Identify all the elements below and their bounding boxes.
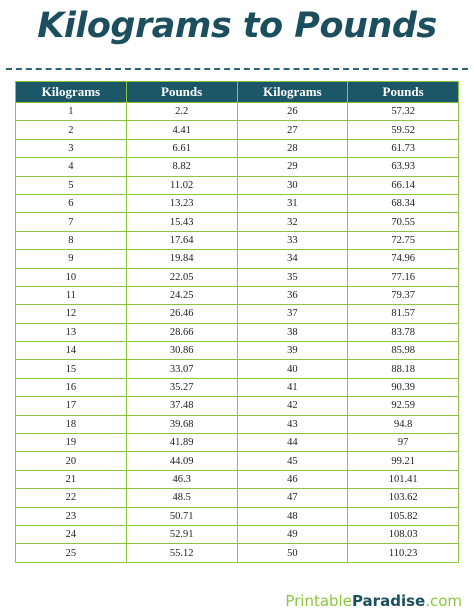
- pounds-cell: 39.68: [126, 415, 237, 433]
- table-row: [16, 434, 459, 452]
- pounds-cell: 85.98: [348, 342, 459, 360]
- kilograms-cell: 37: [237, 305, 348, 323]
- pounds-cell: 11.02: [126, 176, 237, 194]
- pounds-cell: 79.37: [348, 286, 459, 304]
- pounds-cell: 110.23: [348, 544, 459, 562]
- pounds-cell: 44.09: [126, 452, 237, 470]
- kilograms-cell: 39: [237, 342, 348, 360]
- pounds-cell: 66.14: [348, 176, 459, 194]
- table-row: [16, 139, 459, 157]
- conversion-table: [15, 81, 459, 563]
- pounds-cell: 77.16: [348, 268, 459, 286]
- pounds-cell: 94.8: [348, 415, 459, 433]
- kilograms-cell: 25: [16, 544, 127, 562]
- pounds-cell: 57.32: [348, 103, 459, 121]
- kilograms-cell: 29: [237, 158, 348, 176]
- table-row: [16, 507, 459, 525]
- pounds-cell: 103.62: [348, 489, 459, 507]
- kilograms-cell: 17: [16, 397, 127, 415]
- table-row: [16, 194, 459, 212]
- dashed-divider: [6, 68, 468, 70]
- footer-logo-part3: .com: [425, 592, 462, 610]
- kilograms-cell: 50: [237, 544, 348, 562]
- kilograms-cell: 10: [16, 268, 127, 286]
- kilograms-cell: 21: [16, 470, 127, 488]
- pounds-cell: 92.59: [348, 397, 459, 415]
- kilograms-cell: 11: [16, 286, 127, 304]
- table-row: [16, 525, 459, 543]
- table-header-row: [16, 82, 459, 103]
- kilograms-cell: 22: [16, 489, 127, 507]
- kilograms-cell: 28: [237, 139, 348, 157]
- table-row: [16, 452, 459, 470]
- pounds-cell: 28.66: [126, 323, 237, 341]
- table-row: [16, 360, 459, 378]
- table-row: [16, 103, 459, 121]
- pounds-cell: 46.3: [126, 470, 237, 488]
- kilograms-cell: 45: [237, 452, 348, 470]
- pounds-cell: 81.57: [348, 305, 459, 323]
- table-row: [16, 323, 459, 341]
- pounds-cell: 52.91: [126, 525, 237, 543]
- kilograms-cell: 47: [237, 489, 348, 507]
- page-title: Kilograms to Pounds: [37, 6, 437, 46]
- kilograms-cell: 26: [237, 103, 348, 121]
- kilograms-cell: 18: [16, 415, 127, 433]
- footer-logo-part1: Printable: [285, 592, 352, 610]
- table-row: [16, 121, 459, 139]
- kilograms-cell: 38: [237, 323, 348, 341]
- pounds-cell: 70.55: [348, 213, 459, 231]
- kilograms-cell: 34: [237, 250, 348, 268]
- pounds-cell: 26.46: [126, 305, 237, 323]
- kilograms-cell: 8: [16, 231, 127, 249]
- column-header-pounds: Pounds: [126, 82, 237, 103]
- pounds-cell: 63.93: [348, 158, 459, 176]
- pounds-cell: 48.5: [126, 489, 237, 507]
- pounds-cell: 72.75: [348, 231, 459, 249]
- pounds-cell: 15.43: [126, 213, 237, 231]
- kilograms-cell: 7: [16, 213, 127, 231]
- pounds-cell: 2.2: [126, 103, 237, 121]
- pounds-cell: 41.89: [126, 434, 237, 452]
- table-row: [16, 470, 459, 488]
- pounds-cell: 8.82: [126, 158, 237, 176]
- table-row: [16, 250, 459, 268]
- kilograms-cell: 4: [16, 158, 127, 176]
- kilograms-cell: 43: [237, 415, 348, 433]
- pounds-cell: 108.03: [348, 525, 459, 543]
- pounds-cell: 37.48: [126, 397, 237, 415]
- table-row: [16, 176, 459, 194]
- kilograms-cell: 32: [237, 213, 348, 231]
- kilograms-cell: 31: [237, 194, 348, 212]
- table-row: [16, 305, 459, 323]
- kilograms-cell: 23: [16, 507, 127, 525]
- kilograms-cell: 16: [16, 378, 127, 396]
- table-row: [16, 378, 459, 396]
- pounds-cell: 61.73: [348, 139, 459, 157]
- table-row: [16, 544, 459, 562]
- pounds-cell: 30.86: [126, 342, 237, 360]
- pounds-cell: 17.64: [126, 231, 237, 249]
- pounds-cell: 35.27: [126, 378, 237, 396]
- pounds-cell: 83.78: [348, 323, 459, 341]
- kilograms-cell: 49: [237, 525, 348, 543]
- kilograms-cell: 30: [237, 176, 348, 194]
- pounds-cell: 88.18: [348, 360, 459, 378]
- kilograms-cell: 13: [16, 323, 127, 341]
- pounds-cell: 101.41: [348, 470, 459, 488]
- pounds-cell: 105.82: [348, 507, 459, 525]
- pounds-cell: 19.84: [126, 250, 237, 268]
- table-row: [16, 489, 459, 507]
- footer-logo: [285, 592, 462, 610]
- pounds-cell: 6.61: [126, 139, 237, 157]
- pounds-cell: 59.52: [348, 121, 459, 139]
- pounds-cell: 55.12: [126, 544, 237, 562]
- table-row: [16, 231, 459, 249]
- pounds-cell: 50.71: [126, 507, 237, 525]
- kilograms-cell: 2: [16, 121, 127, 139]
- kilograms-cell: 5: [16, 176, 127, 194]
- kilograms-cell: 14: [16, 342, 127, 360]
- kilograms-cell: 35: [237, 268, 348, 286]
- pounds-cell: 97: [348, 434, 459, 452]
- column-header-kilograms: Kilograms: [16, 82, 127, 103]
- kilograms-cell: 42: [237, 397, 348, 415]
- pounds-cell: 33.07: [126, 360, 237, 378]
- table-row: [16, 158, 459, 176]
- kilograms-cell: 36: [237, 286, 348, 304]
- table-row: [16, 268, 459, 286]
- table-row: [16, 415, 459, 433]
- table-row: [16, 342, 459, 360]
- kilograms-cell: 6: [16, 194, 127, 212]
- kilograms-cell: 40: [237, 360, 348, 378]
- kilograms-cell: 1: [16, 103, 127, 121]
- kilograms-cell: 33: [237, 231, 348, 249]
- footer-logo-part2: Paradise: [351, 592, 426, 610]
- pounds-cell: 22.05: [126, 268, 237, 286]
- kilograms-cell: 9: [16, 250, 127, 268]
- column-header-kilograms: Kilograms: [237, 82, 348, 103]
- kilograms-cell: 12: [16, 305, 127, 323]
- kilograms-cell: 19: [16, 434, 127, 452]
- table-row: [16, 213, 459, 231]
- pounds-cell: 74.96: [348, 250, 459, 268]
- kilograms-cell: 15: [16, 360, 127, 378]
- column-header-pounds: Pounds: [348, 82, 459, 103]
- kilograms-cell: 41: [237, 378, 348, 396]
- kilograms-cell: 44: [237, 434, 348, 452]
- table-row: [16, 397, 459, 415]
- kilograms-cell: 3: [16, 139, 127, 157]
- pounds-cell: 4.41: [126, 121, 237, 139]
- pounds-cell: 68.34: [348, 194, 459, 212]
- kilograms-cell: 27: [237, 121, 348, 139]
- kilograms-cell: 48: [237, 507, 348, 525]
- kilograms-cell: 24: [16, 525, 127, 543]
- pounds-cell: 99.21: [348, 452, 459, 470]
- pounds-cell: 90.39: [348, 378, 459, 396]
- table-row: [16, 286, 459, 304]
- kilograms-cell: 46: [237, 470, 348, 488]
- kilograms-cell: 20: [16, 452, 127, 470]
- pounds-cell: 24.25: [126, 286, 237, 304]
- pounds-cell: 13.23: [126, 194, 237, 212]
